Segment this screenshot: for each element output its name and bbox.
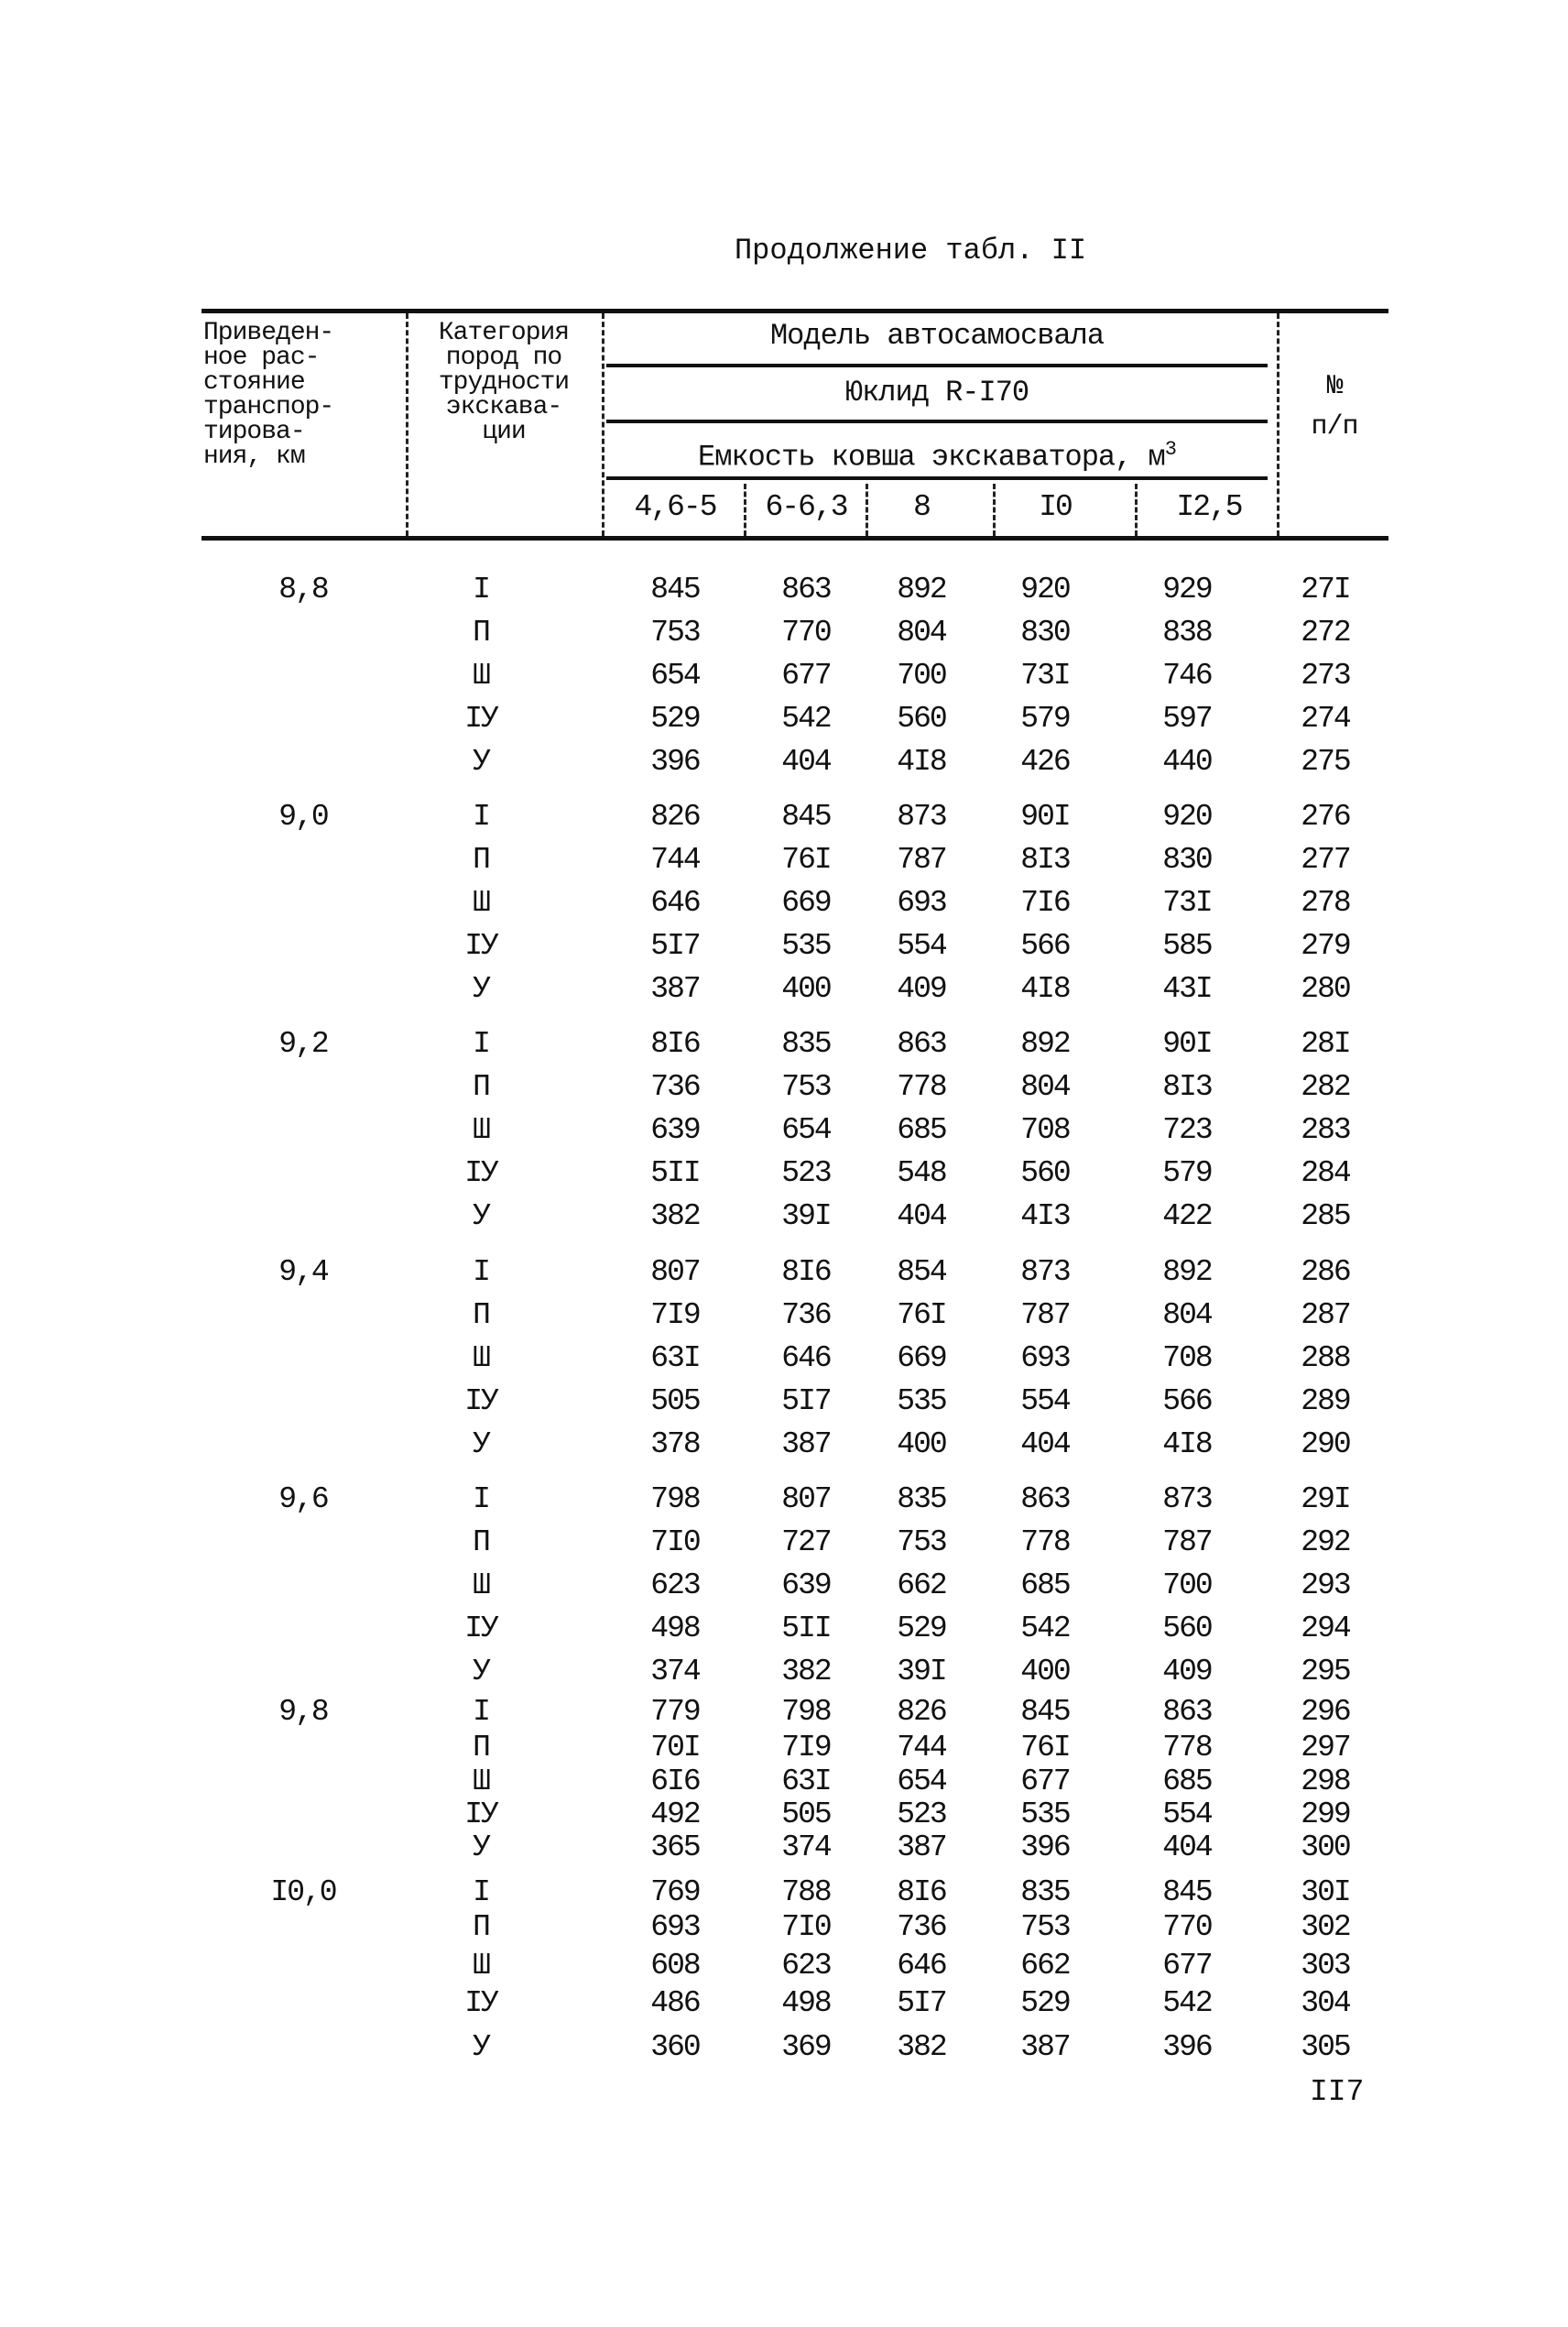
table-cell: 505: [650, 1384, 700, 1418]
capacity-rule: [606, 476, 1268, 480]
table-cell: 90I: [1162, 1027, 1212, 1061]
category-value: Ш: [473, 1568, 489, 1602]
capacity-label: Емкость ковша экскаватора, м: [698, 440, 1165, 475]
table-cell: 63I: [781, 1764, 831, 1798]
category-value: Ш: [473, 1949, 489, 1983]
table-cell: 845: [1020, 1695, 1070, 1729]
table-cell: 746: [1162, 659, 1212, 693]
table-cell: 826: [650, 800, 700, 834]
category-value: П: [473, 1070, 489, 1104]
distance-value: 8,8: [278, 573, 328, 606]
table-cell: 8I3: [1162, 1070, 1212, 1104]
distance-value: 9,4: [278, 1255, 328, 1289]
table-cell: 43I: [1162, 972, 1212, 1006]
table-cell: 560: [897, 702, 946, 736]
table-cell: 523: [781, 1156, 831, 1190]
table-cell: 700: [897, 659, 946, 693]
table-cell: 400: [1020, 1655, 1070, 1688]
table-cell: 400: [781, 972, 831, 1006]
table-cell: 669: [897, 1341, 946, 1375]
table-caption: Продолжение табл. II: [734, 234, 1087, 268]
row-number: 274: [1301, 702, 1350, 736]
row-number: 28I: [1301, 1027, 1350, 1061]
category-value: У: [473, 1830, 489, 1864]
header-line: ное рас-: [203, 344, 320, 372]
table-cell: 685: [1162, 1764, 1212, 1798]
table-cell: 387: [897, 1830, 946, 1864]
table-cell: 700: [1162, 1568, 1212, 1602]
table-cell: 542: [1162, 1986, 1212, 2020]
table-cell: 535: [897, 1384, 946, 1418]
table-cell: 7I0: [781, 1910, 831, 1944]
table-cell: 492: [650, 1797, 700, 1831]
column-divider: [744, 484, 746, 536]
category-value: Ш: [473, 659, 489, 693]
table-cell: 787: [897, 843, 946, 877]
table-cell: 548: [897, 1156, 946, 1190]
table-cell: 554: [897, 929, 946, 963]
table-cell: 693: [650, 1910, 700, 1944]
category-value: П: [473, 1525, 489, 1559]
table-cell: 608: [650, 1949, 700, 1983]
table-cell: 753: [781, 1070, 831, 1104]
table-cell: 723: [1162, 1113, 1212, 1147]
table-cell: 597: [1162, 702, 1212, 736]
table-cell: 7I9: [650, 1298, 700, 1332]
table-cell: 498: [650, 1611, 700, 1645]
table-cell: 744: [897, 1731, 946, 1764]
model-rule: [606, 364, 1268, 367]
table-cell: 8I6: [650, 1027, 700, 1061]
table-cell: 770: [781, 616, 831, 650]
table-cell: 892: [897, 573, 946, 606]
category-value: У: [473, 1427, 489, 1461]
table-cell: 744: [650, 843, 700, 877]
table-cell: 7I6: [1020, 886, 1070, 920]
table-cell: 6I6: [650, 1764, 700, 1798]
table-cell: 639: [650, 1113, 700, 1147]
table-cell: 387: [1020, 2030, 1070, 2064]
header-model-name: Юклид R-I70: [844, 376, 1029, 410]
category-value: I: [473, 800, 489, 834]
table-cell: 798: [781, 1695, 831, 1729]
table-cell: 409: [897, 972, 946, 1006]
row-number: 302: [1301, 1910, 1350, 1944]
table-cell: 4I8: [1020, 972, 1070, 1006]
table-cell: 677: [781, 659, 831, 693]
table-cell: 76I: [781, 843, 831, 877]
table-cell: 505: [781, 1797, 831, 1831]
table-cell: 440: [1162, 745, 1212, 779]
category-value: П: [473, 1910, 489, 1944]
capacity-col-2: 6-6,3: [765, 490, 847, 524]
row-number: 294: [1301, 1611, 1350, 1645]
table-cell: 892: [1162, 1255, 1212, 1289]
table-cell: 76I: [1020, 1731, 1070, 1764]
header-category: [408, 321, 599, 444]
header-capacity: [606, 434, 1268, 474]
row-number: 290: [1301, 1427, 1350, 1461]
table-cell: 798: [650, 1482, 700, 1516]
row-number: 285: [1301, 1199, 1350, 1233]
table-cell: 804: [897, 616, 946, 650]
table-cell: 535: [781, 929, 831, 963]
table-cell: 566: [1020, 929, 1070, 963]
row-number: 280: [1301, 972, 1350, 1006]
category-value: Ш: [473, 1113, 489, 1147]
table-cell: 685: [1020, 1568, 1070, 1602]
row-number: 282: [1301, 1070, 1350, 1104]
table-cell: 873: [1020, 1255, 1070, 1289]
table-cell: 835: [781, 1027, 831, 1061]
table-cell: 360: [650, 2030, 700, 2064]
table-cell: 396: [1162, 2030, 1212, 2064]
row-number: 289: [1301, 1384, 1350, 1418]
table-cell: 529: [897, 1611, 946, 1645]
table-cell: 404: [1162, 1830, 1212, 1864]
row-number: 287: [1301, 1298, 1350, 1332]
table-cell: 426: [1020, 745, 1070, 779]
header-line: ния, км: [203, 442, 305, 471]
row-number: 283: [1301, 1113, 1350, 1147]
table-cell: 838: [1162, 616, 1212, 650]
table-cell: 646: [650, 886, 700, 920]
table-cell: 920: [1020, 573, 1070, 606]
row-number: 295: [1301, 1655, 1350, 1688]
table-cell: 845: [1162, 1875, 1212, 1909]
table-cell: 807: [650, 1255, 700, 1289]
table-cell: 892: [1020, 1027, 1070, 1061]
header-bottom-rule: [201, 536, 1388, 541]
table-cell: 770: [1162, 1910, 1212, 1944]
table-cell: 374: [650, 1655, 700, 1688]
header-line: Приведен-: [203, 319, 334, 347]
table-cell: 579: [1020, 702, 1070, 736]
table-cell: 769: [650, 1875, 700, 1909]
column-divider: [1135, 484, 1138, 536]
table-cell: 693: [1020, 1341, 1070, 1375]
table-cell: 585: [1162, 929, 1212, 963]
table-cell: 400: [897, 1427, 946, 1461]
category-value: П: [473, 1298, 489, 1332]
category-value: У: [473, 972, 489, 1006]
table-cell: 8I6: [781, 1255, 831, 1289]
table-cell: 8I3: [1020, 843, 1070, 877]
table-cell: 382: [897, 2030, 946, 2064]
table-cell: 873: [1162, 1482, 1212, 1516]
table-cell: 787: [1020, 1298, 1070, 1332]
table-cell: 753: [1020, 1910, 1070, 1944]
row-number: 272: [1301, 616, 1350, 650]
table-cell: 560: [1162, 1611, 1212, 1645]
row-number: 276: [1301, 800, 1350, 834]
row-number: 293: [1301, 1568, 1350, 1602]
category-value: I: [473, 1482, 489, 1516]
table-cell: 554: [1020, 1384, 1070, 1418]
column-divider: [993, 484, 996, 536]
row-number: 286: [1301, 1255, 1350, 1289]
table-cell: 677: [1020, 1764, 1070, 1798]
table-cell: 374: [781, 1830, 831, 1864]
row-number: 284: [1301, 1156, 1350, 1190]
table-cell: 669: [781, 886, 831, 920]
row-number: 297: [1301, 1731, 1350, 1764]
table-cell: 387: [781, 1427, 831, 1461]
table-cell: 535: [1020, 1797, 1070, 1831]
header-line: ции: [482, 418, 526, 446]
table-cell: 529: [1020, 1986, 1070, 2020]
header-line: трудности: [438, 368, 570, 397]
table-cell: 5I7: [650, 929, 700, 963]
row-number: 305: [1301, 2030, 1350, 2064]
table-cell: 708: [1020, 1113, 1070, 1147]
table-cell: 396: [1020, 1830, 1070, 1864]
table-cell: 639: [781, 1568, 831, 1602]
category-value: IУ: [464, 1986, 497, 2020]
header-distance: [203, 321, 333, 469]
table-cell: 863: [1162, 1695, 1212, 1729]
header-line: стояние: [203, 368, 305, 397]
distance-value: 9,8: [278, 1695, 328, 1729]
table-cell: 685: [897, 1113, 946, 1147]
table-cell: 369: [781, 2030, 831, 2064]
table-cell: 73I: [1162, 886, 1212, 920]
category-value: П: [473, 1731, 489, 1764]
table-cell: 560: [1020, 1156, 1070, 1190]
header-line: №: [1326, 371, 1343, 402]
table-cell: 929: [1162, 573, 1212, 606]
table-cell: 863: [897, 1027, 946, 1061]
category-value: У: [473, 1655, 489, 1688]
distance-value: 9,2: [278, 1027, 328, 1061]
table-cell: 529: [650, 702, 700, 736]
capacity-col-3: 8: [913, 490, 930, 524]
category-value: IУ: [464, 1797, 497, 1831]
category-value: П: [473, 843, 489, 877]
table-cell: 779: [650, 1695, 700, 1729]
table-cell: 5II: [781, 1611, 831, 1645]
table-cell: 654: [781, 1113, 831, 1147]
table-cell: 662: [1020, 1949, 1070, 1983]
capacity-unit-superscript: 3: [1164, 438, 1176, 461]
table-cell: 835: [897, 1482, 946, 1516]
table-cell: 404: [897, 1199, 946, 1233]
category-value: I: [473, 1255, 489, 1289]
category-value: I: [473, 1027, 489, 1061]
distance-value: 9,0: [278, 800, 328, 834]
header-line: п/п: [1311, 411, 1358, 442]
table-cell: 382: [650, 1199, 700, 1233]
table-cell: 409: [1162, 1655, 1212, 1688]
table-cell: 422: [1162, 1199, 1212, 1233]
table-cell: 76I: [897, 1298, 946, 1332]
table-cell: 566: [1162, 1384, 1212, 1418]
table-cell: 5I7: [781, 1384, 831, 1418]
row-number: 277: [1301, 843, 1350, 877]
table-cell: 863: [781, 573, 831, 606]
table-cell: 486: [650, 1986, 700, 2020]
category-value: IУ: [464, 1156, 497, 1190]
row-number: 300: [1301, 1830, 1350, 1864]
header-top-rule: [201, 309, 1388, 313]
table-cell: 646: [897, 1949, 946, 1983]
category-value: У: [473, 745, 489, 779]
table-cell: 5I7: [897, 1986, 946, 2020]
row-number: 275: [1301, 745, 1350, 779]
table-cell: 542: [1020, 1611, 1070, 1645]
header-line: транспор-: [203, 393, 334, 421]
header-number: [1280, 366, 1388, 447]
column-divider: [1277, 313, 1279, 536]
table-cell: 736: [781, 1298, 831, 1332]
table-cell: 579: [1162, 1156, 1212, 1190]
category-value: I: [473, 1695, 489, 1729]
category-value: I: [473, 573, 489, 606]
table-cell: 693: [897, 886, 946, 920]
page-number: II7: [1310, 2075, 1365, 2109]
category-value: Ш: [473, 886, 489, 920]
category-value: У: [473, 1199, 489, 1233]
table-cell: 7I0: [650, 1525, 700, 1559]
table-cell: 753: [897, 1525, 946, 1559]
table-cell: 778: [897, 1070, 946, 1104]
capacity-col-5: I2,5: [1176, 490, 1242, 524]
header-model-label: Модель автосамосвала: [769, 319, 1105, 353]
table-cell: 4I8: [1162, 1427, 1212, 1461]
table-cell: 788: [781, 1875, 831, 1909]
category-value: IУ: [464, 1611, 497, 1645]
table-cell: 804: [1162, 1298, 1212, 1332]
table-cell: 382: [781, 1655, 831, 1688]
table-cell: 873: [897, 800, 946, 834]
table-cell: 623: [650, 1568, 700, 1602]
table-cell: 523: [897, 1797, 946, 1831]
table-cell: 8I6: [897, 1875, 946, 1909]
row-number: 303: [1301, 1949, 1350, 1983]
category-value: Ш: [473, 1341, 489, 1375]
table-cell: 778: [1020, 1525, 1070, 1559]
table-cell: 736: [650, 1070, 700, 1104]
table-cell: 404: [781, 745, 831, 779]
table-cell: 830: [1020, 616, 1070, 650]
table-cell: 387: [650, 972, 700, 1006]
category-value: IУ: [464, 702, 497, 736]
category-value: IУ: [464, 929, 497, 963]
row-number: 296: [1301, 1695, 1350, 1729]
table-cell: 63I: [650, 1341, 700, 1375]
table-cell: 854: [897, 1255, 946, 1289]
distance-value: I0,0: [270, 1875, 336, 1909]
table-cell: 736: [897, 1910, 946, 1944]
table-cell: 778: [1162, 1731, 1212, 1764]
table-cell: 5II: [650, 1156, 700, 1190]
table-cell: 708: [1162, 1341, 1212, 1375]
category-value: Ш: [473, 1764, 489, 1798]
table-cell: 920: [1162, 800, 1212, 834]
column-divider: [602, 313, 604, 536]
row-number: 298: [1301, 1764, 1350, 1798]
table-cell: 662: [897, 1568, 946, 1602]
capacity-col-1: 4,6-5: [634, 490, 716, 524]
table-cell: 39I: [781, 1199, 831, 1233]
table-cell: 554: [1162, 1797, 1212, 1831]
row-number: 288: [1301, 1341, 1350, 1375]
row-number: 29I: [1301, 1482, 1350, 1516]
table-cell: 845: [650, 573, 700, 606]
table-cell: 7I9: [781, 1731, 831, 1764]
table-cell: 4I8: [897, 745, 946, 779]
table-cell: 787: [1162, 1525, 1212, 1559]
row-number: 278: [1301, 886, 1350, 920]
category-value: П: [473, 616, 489, 650]
table-cell: 753: [650, 616, 700, 650]
table-cell: 646: [781, 1341, 831, 1375]
row-number: 279: [1301, 929, 1350, 963]
table-cell: 807: [781, 1482, 831, 1516]
table-cell: 826: [897, 1695, 946, 1729]
column-divider: [866, 484, 868, 536]
row-number: 299: [1301, 1797, 1350, 1831]
table-cell: 39I: [897, 1655, 946, 1688]
row-number: 27I: [1301, 573, 1350, 606]
table-cell: 623: [781, 1949, 831, 1983]
table-cell: 378: [650, 1427, 700, 1461]
header-line: тирова-: [203, 418, 305, 446]
row-number: 304: [1301, 1986, 1350, 2020]
distance-value: 9,6: [278, 1482, 328, 1516]
header-line: экскава-: [445, 393, 562, 421]
table-cell: 498: [781, 1986, 831, 2020]
table-cell: 404: [1020, 1427, 1070, 1461]
table-cell: 73I: [1020, 659, 1070, 693]
row-number: 292: [1301, 1525, 1350, 1559]
table-cell: 863: [1020, 1482, 1070, 1516]
table-cell: 830: [1162, 843, 1212, 877]
table-cell: 4I3: [1020, 1199, 1070, 1233]
table-cell: 542: [781, 702, 831, 736]
table-cell: 654: [897, 1764, 946, 1798]
table-cell: 845: [781, 800, 831, 834]
table-cell: 365: [650, 1830, 700, 1864]
row-number: 30I: [1301, 1875, 1350, 1909]
model-name-rule: [606, 420, 1268, 423]
table-cell: 835: [1020, 1875, 1070, 1909]
category-value: У: [473, 2030, 489, 2064]
header-line: Категория: [438, 319, 570, 347]
table-cell: 804: [1020, 1070, 1070, 1104]
category-value: IУ: [464, 1384, 497, 1418]
capacity-col-4: I0: [1039, 490, 1072, 524]
table-cell: 727: [781, 1525, 831, 1559]
table-cell: 396: [650, 745, 700, 779]
table-cell: 70I: [650, 1731, 700, 1764]
table-cell: 90I: [1020, 800, 1070, 834]
row-number: 273: [1301, 659, 1350, 693]
header-line: пород по: [445, 344, 562, 372]
table-cell: 677: [1162, 1949, 1212, 1983]
category-value: I: [473, 1875, 489, 1909]
table-cell: 654: [650, 659, 700, 693]
